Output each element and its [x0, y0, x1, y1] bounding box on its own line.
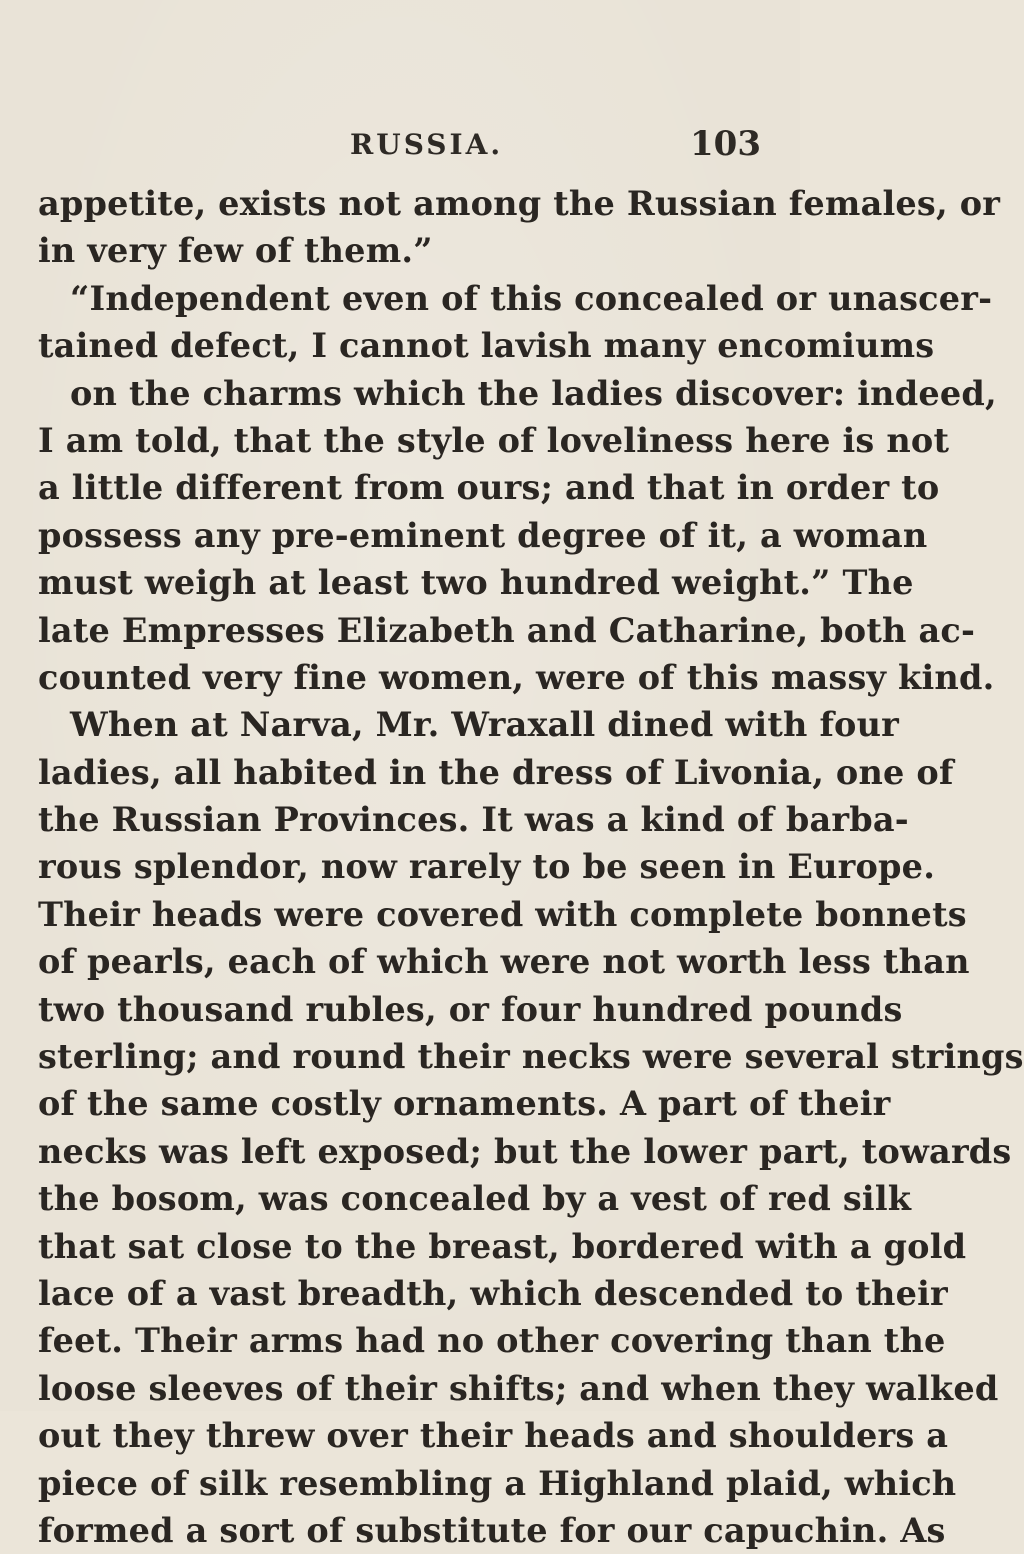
text-line: Their heads were covered with complete bonnets — [38, 894, 967, 934]
running-title: RUSSIA. — [350, 128, 504, 161]
text-line: piece of silk resembling a Highland plaid, which — [38, 1463, 957, 1503]
text-line: possess any pre-eminent degree of it, a woman — [38, 515, 928, 555]
text-line: out they threw over their heads and shoulders a — [38, 1416, 949, 1456]
text-line: two thousand rubles, or four hundred pounds — [38, 989, 903, 1029]
text-line: appetite, exists not among the Russian females, or — [38, 184, 1001, 223]
text-line: of the same costly ornaments. A part of their — [38, 1084, 891, 1124]
text-line: a little different from ours; and that in order to — [38, 468, 940, 508]
text-line: tained defect, I cannot lavish many encomiums — [38, 326, 935, 366]
running-head — [0, 124, 800, 168]
text-line: the Russian Provinces. It was a kind of barba- — [38, 800, 909, 840]
text-line: rous splendor, now rarely to be seen in Europe. — [38, 847, 936, 887]
text-line: formed a sort of substitute for our capuchin. As — [38, 1510, 946, 1550]
text-line: on the charms which the ladies discover: indeed, — [70, 373, 997, 413]
text-line: late Empresses Elizabeth and Catharine, both ac- — [38, 610, 976, 650]
body-text — [38, 180, 1024, 1554]
text-line: When at Narva, Mr. Wraxall dined with four — [70, 705, 900, 745]
text-line: in very few of them.” — [38, 231, 433, 271]
text-line: lace of a vast breadth, which descended to their — [38, 1273, 948, 1313]
text-line: I am told, that the style of loveliness here is not — [38, 420, 950, 460]
text-line: that sat close to the breast, bordered with a gold — [38, 1226, 967, 1266]
text-line: loose sleeves of their shifts; and when they walked — [38, 1368, 999, 1408]
text-line: counted very fine women, were of this massy kind. — [38, 657, 995, 697]
text-line: necks was left exposed; but the lower part, towards — [38, 1131, 1012, 1171]
text-line: of pearls, each of which were not worth less than — [38, 942, 970, 982]
text-line: “Independent even of this concealed or unascer- — [70, 278, 993, 318]
text-line: the bosom, was concealed by a vest of red silk — [38, 1179, 912, 1219]
text-line: feet. Their arms had no other covering than the — [38, 1321, 946, 1361]
text-line: sterling; and round their necks were several strings — [38, 1037, 1024, 1077]
text-line: ladies, all habited in the dress of Livonia, one of — [38, 752, 954, 792]
page-number: 103 — [690, 124, 761, 164]
text-line: must weigh at least two hundred weight.” The — [38, 563, 914, 603]
